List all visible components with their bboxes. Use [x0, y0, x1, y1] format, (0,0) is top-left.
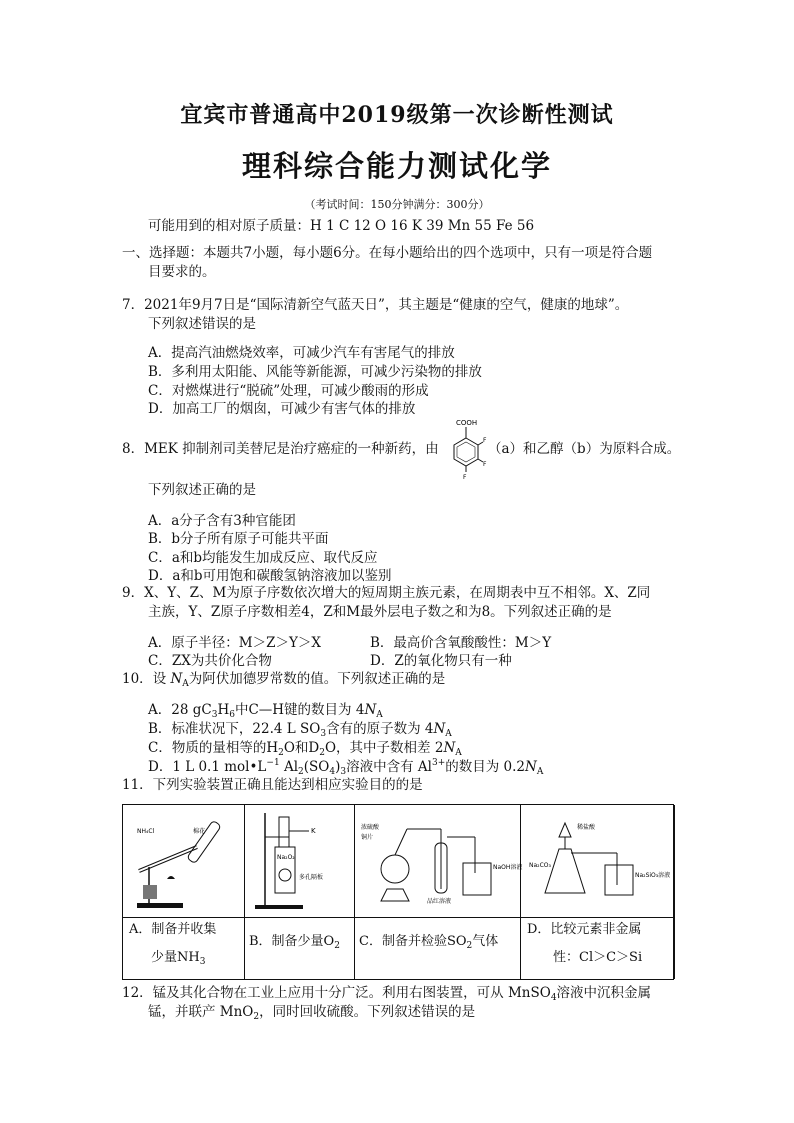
q8-option-c: C．a和b均能发生加成反应、取代反应 — [148, 550, 378, 566]
q9-option-b: B．最高价含氧酸酸性：M＞Y — [370, 635, 552, 651]
q11-apparatus-table — [122, 804, 674, 980]
svg-text:NH₄Cl: NH₄Cl — [137, 828, 155, 835]
q11-caption-b: B．制备少量$O_2$ — [249, 934, 340, 951]
q11-stem: 11．下列实验装置正确且能达到相应实验目的的是 — [122, 777, 423, 793]
svg-text:F: F — [483, 437, 487, 444]
svg-text:稀盐酸: 稀盐酸 — [577, 824, 596, 831]
q7-option-c: C．对燃煤进行“脱硫”处理，可减少酸雨的形成 — [148, 383, 429, 399]
benzoic-acid-structure — [430, 418, 490, 482]
q7-option-d: D．加高工厂的烟囱，可减少有害气体的排放 — [148, 401, 416, 417]
q9-stem-line1: 9．X、Y、Z、M为原子序数依次增大的短周期主族元素，在周期表中互不相邻。X、Z同 — [122, 585, 651, 601]
svg-text:Na₂O₂: Na₂O₂ — [277, 854, 295, 861]
q9-stem-line2: 主族，Y、Z原子序数相差4，Z和M最外层电子数之和为8。下列叙述正确的是 — [148, 604, 612, 620]
svg-text:F: F — [483, 461, 487, 468]
q12-stem-line1: 12．锰及其化合物在工业上应用十分广泛。利用右图装置，可从 MnSO$_4$溶液中沉积金属 — [122, 985, 652, 1003]
svg-text:铜片: 铜片 — [361, 834, 374, 841]
q11-caption-a-line2: 少量$NH_3$ — [151, 950, 206, 967]
q8-stem-line2: 下列叙述正确的是 — [148, 482, 256, 498]
svg-text:棉花: 棉花 — [193, 828, 206, 835]
q10-option-a: A．28 $gC_3H_6$中C—H键的数目为 $4N_A$ — [148, 702, 383, 720]
apparatus-d-diagram — [525, 809, 671, 913]
svg-text:F: F — [463, 474, 467, 481]
svg-text:NaOH溶液: NaOH溶液 — [493, 864, 523, 871]
q10-option-d: D．1 L 0.1 $mol•L^{-1}$ $Al_2(SO_4)_3$溶液中含有 $Al^{3+}$的数目为 $0.2N_A$ — [148, 758, 544, 777]
q11-caption-d-line1: D．比较元素非金属 — [527, 922, 642, 937]
q9-option-a: A．原子半径：M＞Z＞Y＞X — [148, 635, 321, 651]
q8-stem-part1: 8．MEK 抑制剂司美替尼是治疗癌症的一种新药，由 — [122, 441, 439, 457]
svg-text:浓硫酸: 浓硫酸 — [361, 824, 380, 831]
q9-option-c: C．ZX为共价化合物 — [148, 653, 272, 669]
q12-stem-line2: 锰，并联产 MnO$_2$，同时回收硫酸。下列叙述错误的是 — [148, 1004, 476, 1022]
svg-text:多孔隔板: 多孔隔板 — [299, 874, 324, 881]
q11-caption-a-line1: A．制备并收集 — [129, 922, 217, 937]
q11-caption-d-line2: 性：Cl＞C＞Si — [553, 950, 643, 965]
q8-stem-part2: （a）和乙醇（b）为原料合成。 — [488, 441, 681, 457]
q10-option-b: B．标准状况下，22.4 L $SO_3$含有的原子数为 $4N_A$ — [148, 721, 452, 739]
apparatus-c-diagram — [359, 813, 523, 913]
svg-text:K: K — [311, 827, 316, 835]
section-intro-line2: 目要求的。 — [148, 264, 216, 280]
q8-option-a: A．a分子含有3种官能团 — [148, 513, 296, 529]
q10-option-c: C．物质的量相等的$H_2O$和$D_2O$，其中子数相差 $2N_A$ — [148, 740, 462, 758]
q7-stem-line1: 7．2021年9月7日是“国际清新空气蓝天日”，其主题是“健康的空气，健康的地球”。 — [122, 297, 629, 313]
q8-option-b: B．b分子所有原子可能共平面 — [148, 531, 329, 547]
q7-option-a: A．提高汽油燃烧效率，可减少汽车有害尾气的排放 — [148, 345, 455, 361]
subject-title: 理科综合能力测试化学 — [241, 149, 552, 183]
q11-caption-c: C．制备并检验$SO_2$气体 — [359, 934, 499, 951]
q9-option-d: D．Z的氧化物只有一种 — [370, 653, 512, 669]
svg-text:品红溶液: 品红溶液 — [427, 898, 452, 905]
q10-stem: 10．设 $N_A$为阿伏加德罗常数的值。下列叙述正确的是 — [122, 671, 446, 689]
svg-text:Na₂SiO₃溶液: Na₂SiO₃溶液 — [635, 872, 671, 879]
q8-option-d: D．a和b可用饱和碳酸氢钠溶液加以鉴别 — [148, 568, 392, 584]
svg-text:Na₂CO₃: Na₂CO₃ — [529, 862, 551, 869]
svg-text:COOH: COOH — [456, 419, 478, 427]
atomic-masses: 可能用到的相对原子质量：H 1 C 12 O 16 K 39 Mn 55 Fe 56 — [148, 218, 535, 234]
exam-title: 宜宾市普通高中2019级第一次诊断性测试 — [180, 102, 614, 128]
apparatus-a-diagram — [127, 811, 241, 911]
section-intro-line1: 一、选择题：本题共7小题，每小题6分。在每小题给出的四个选项中，只有一项是符合题 — [122, 245, 653, 261]
exam-info: （考试时间：150分钟满分：300分） — [304, 198, 490, 211]
q7-stem-line2: 下列叙述错误的是 — [148, 316, 256, 332]
apparatus-b-diagram — [249, 809, 351, 913]
q7-option-b: B．多利用太阳能、风能等新能源，可减少污染物的排放 — [148, 364, 482, 380]
